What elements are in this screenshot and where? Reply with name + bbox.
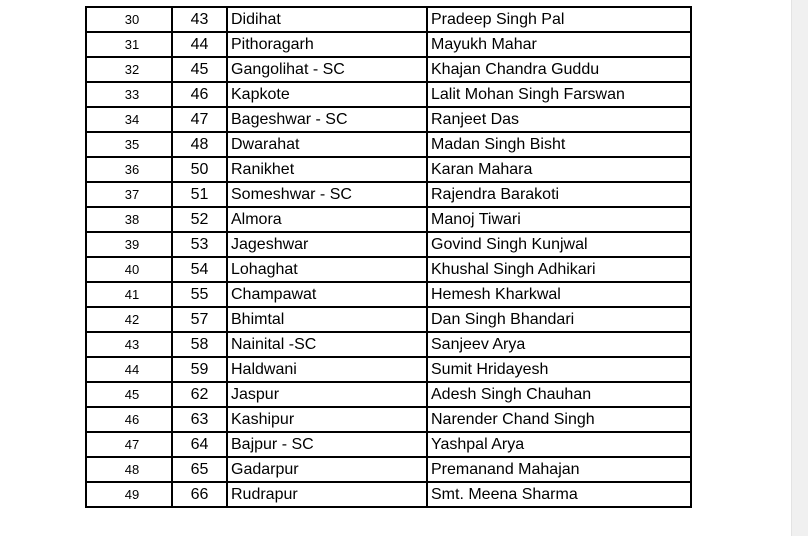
constituency-cell: Bajpur - SC [227, 432, 427, 457]
ac-number-cell: 57 [172, 307, 227, 332]
table-body [86, 7, 691, 507]
ac-number-cell: 44 [172, 32, 227, 57]
table-row [86, 332, 691, 357]
ac-number-cell: 54 [172, 257, 227, 282]
serial-number-cell: 44 [86, 357, 172, 382]
ac-number-cell: 46 [172, 82, 227, 107]
candidate-cell: Adesh Singh Chauhan [427, 382, 691, 407]
ac-number-cell: 63 [172, 407, 227, 432]
candidate-cell: Sumit Hridayesh [427, 357, 691, 382]
ac-number-cell: 47 [172, 107, 227, 132]
candidate-table [85, 6, 692, 508]
ac-number-cell: 52 [172, 207, 227, 232]
table-row [86, 157, 691, 182]
table-row [86, 357, 691, 382]
candidate-cell: Sanjeev Arya [427, 332, 691, 357]
serial-number-cell: 46 [86, 407, 172, 432]
candidate-cell: Manoj Tiwari [427, 207, 691, 232]
table-row [86, 432, 691, 457]
serial-number-cell: 42 [86, 307, 172, 332]
constituency-cell: Nainital -SC [227, 332, 427, 357]
serial-number-cell: 49 [86, 482, 172, 507]
table-row [86, 282, 691, 307]
ac-number-cell: 64 [172, 432, 227, 457]
constituency-cell: Rudrapur [227, 482, 427, 507]
serial-number-cell: 37 [86, 182, 172, 207]
ac-number-cell: 48 [172, 132, 227, 157]
table-row [86, 307, 691, 332]
candidate-cell: Rajendra Barakoti [427, 182, 691, 207]
constituency-cell: Dwarahat [227, 132, 427, 157]
table-row [86, 232, 691, 257]
table-row [86, 382, 691, 407]
ac-number-cell: 65 [172, 457, 227, 482]
ac-number-cell: 59 [172, 357, 227, 382]
constituency-cell: Kashipur [227, 407, 427, 432]
constituency-cell: Jageshwar [227, 232, 427, 257]
candidate-cell: Govind Singh Kunjwal [427, 232, 691, 257]
ac-number-cell: 51 [172, 182, 227, 207]
constituency-cell: Gadarpur [227, 457, 427, 482]
ac-number-cell: 53 [172, 232, 227, 257]
candidate-cell: Narender Chand Singh [427, 407, 691, 432]
serial-number-cell: 40 [86, 257, 172, 282]
table-row [86, 107, 691, 132]
constituency-cell: Didihat [227, 7, 427, 32]
serial-number-cell: 30 [86, 7, 172, 32]
table-row [86, 132, 691, 157]
candidate-cell: Dan Singh Bhandari [427, 307, 691, 332]
constituency-cell: Gangolihat - SC [227, 57, 427, 82]
serial-number-cell: 48 [86, 457, 172, 482]
ac-number-cell: 50 [172, 157, 227, 182]
table-row [86, 207, 691, 232]
ac-number-cell: 55 [172, 282, 227, 307]
constituency-cell: Bhimtal [227, 307, 427, 332]
candidate-cell: Karan Mahara [427, 157, 691, 182]
ac-number-cell: 62 [172, 382, 227, 407]
serial-number-cell: 41 [86, 282, 172, 307]
table-row [86, 82, 691, 107]
candidate-cell: Yashpal Arya [427, 432, 691, 457]
table-row [86, 7, 691, 32]
constituency-cell: Jaspur [227, 382, 427, 407]
constituency-cell: Pithoragarh [227, 32, 427, 57]
serial-number-cell: 43 [86, 332, 172, 357]
serial-number-cell: 39 [86, 232, 172, 257]
constituency-cell: Champawat [227, 282, 427, 307]
ac-number-cell: 58 [172, 332, 227, 357]
constituency-cell: Almora [227, 207, 427, 232]
serial-number-cell: 33 [86, 82, 172, 107]
constituency-cell: Lohaghat [227, 257, 427, 282]
table-row [86, 182, 691, 207]
serial-number-cell: 47 [86, 432, 172, 457]
serial-number-cell: 31 [86, 32, 172, 57]
candidate-cell: Mayukh Mahar [427, 32, 691, 57]
table-row [86, 457, 691, 482]
constituency-cell: Haldwani [227, 357, 427, 382]
serial-number-cell: 36 [86, 157, 172, 182]
constituency-cell: Kapkote [227, 82, 427, 107]
serial-number-cell: 34 [86, 107, 172, 132]
ac-number-cell: 43 [172, 7, 227, 32]
candidate-cell: Madan Singh Bisht [427, 132, 691, 157]
serial-number-cell: 38 [86, 207, 172, 232]
table-row [86, 257, 691, 282]
serial-number-cell: 35 [86, 132, 172, 157]
table-row [86, 57, 691, 82]
candidate-cell: Hemesh Kharkwal [427, 282, 691, 307]
serial-number-cell: 32 [86, 57, 172, 82]
candidate-cell: Khajan Chandra Guddu [427, 57, 691, 82]
candidate-cell: Khushal Singh Adhikari [427, 257, 691, 282]
serial-number-cell: 45 [86, 382, 172, 407]
candidate-cell: Pradeep Singh Pal [427, 7, 691, 32]
candidate-cell: Smt. Meena Sharma [427, 482, 691, 507]
candidate-cell: Lalit Mohan Singh Farswan [427, 82, 691, 107]
candidate-cell: Ranjeet Das [427, 107, 691, 132]
constituency-cell: Bageshwar - SC [227, 107, 427, 132]
ac-number-cell: 45 [172, 57, 227, 82]
table-row [86, 407, 691, 432]
viewer-scroll-gutter[interactable] [791, 0, 808, 536]
constituency-cell: Someshwar - SC [227, 182, 427, 207]
ac-number-cell: 66 [172, 482, 227, 507]
constituency-cell: Ranikhet [227, 157, 427, 182]
table-row [86, 482, 691, 507]
candidate-cell: Premanand Mahajan [427, 457, 691, 482]
table-row [86, 32, 691, 57]
